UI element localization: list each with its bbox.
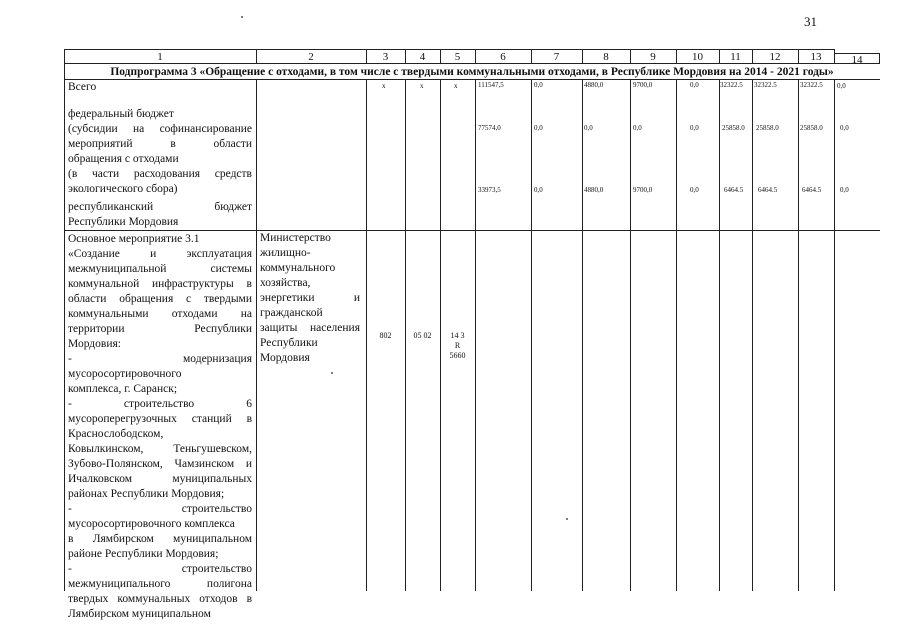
col-divider	[256, 79, 257, 591]
column-header: 10	[692, 51, 703, 63]
page-number: 31	[804, 14, 817, 29]
column-header: 12	[769, 51, 781, 63]
regional-value: 6464.5	[758, 186, 778, 194]
total-value: 32322.5	[720, 81, 743, 89]
federal-value: 25858.0	[756, 124, 779, 132]
col-divider	[834, 79, 835, 591]
column-header: 11	[730, 51, 741, 63]
column-header: 3	[382, 51, 389, 63]
col-divider	[798, 79, 799, 591]
col-divider	[676, 79, 677, 591]
main-event-description: Основное мероприятие 3.1 «Создание и эксплуатация межмуниципальной системы коммунальной инфраструктуры в области обращения с твердыми коммунальными отходами на территории Республики Мордовия: - модернизация мусоросортировочного комплекса, г. Саранск; - строительство 6 мусороперегрузочных станций в Краснослободском, Ковылкинском, Теньгушевском, Зубово-Полянском, Чамзинском и Ичалковском муниципальных районах Республики Мордовия; - строительство мусоросортировочного комплекса в Лямбирском муниципальном районе Республики Мордовия; - строительство межмуниципального полигона твердых коммунальных отходов в Лямбирском муниципальном	[68, 233, 252, 620]
regional-value: 0,0	[690, 186, 699, 194]
main-event-c4: 05 02	[413, 331, 432, 340]
col-divider	[630, 79, 631, 591]
total-value: 4880,0	[584, 81, 604, 89]
col-divider	[582, 79, 583, 591]
col-divider	[752, 79, 753, 591]
scan-speck	[241, 16, 243, 18]
title-rule	[64, 79, 880, 80]
regional-value: 9700,0	[633, 186, 653, 194]
federal-value: 0,0	[690, 124, 699, 132]
regional-value: 0,0	[840, 186, 849, 194]
regional-value: 4880,0	[584, 186, 604, 194]
column-header: 13	[810, 51, 822, 63]
column-header: 5	[454, 51, 461, 63]
federal-budget-label: федеральный бюджет (субсидии на софинансирование мероприятий в области обращения с отходами (в части расходования средств экологического сбора)	[68, 108, 252, 195]
column-header: 8	[603, 51, 609, 63]
column-header: 9	[650, 51, 656, 63]
federal-value: 0,0	[584, 124, 593, 132]
header-rule	[64, 63, 880, 64]
subprogram-title: Подпрограмма 3 «Обращение с отходами, в том числе с твердыми коммунальными отходами, в Республике Мордовия на 2014 - 2021 годы»	[110, 66, 834, 78]
total-c3: х	[382, 82, 386, 90]
federal-value: 0,0	[840, 124, 849, 132]
main-event-c5: 14 3 R 5660	[449, 331, 466, 360]
federal-value: 77574,0	[478, 124, 501, 132]
total-value: 32322.5	[800, 81, 823, 89]
main-event-c3: 802	[379, 331, 392, 340]
federal-value: 25858.0	[800, 124, 823, 132]
subprogram-table	[64, 49, 880, 620]
regional-budget-label: республиканский бюджет Республики Мордовия	[68, 201, 252, 228]
total-label: Всего	[68, 81, 97, 93]
total-value: 0,0	[690, 81, 699, 89]
column-header: 1	[157, 51, 163, 63]
federal-value: 0,0	[534, 124, 543, 132]
regional-value: 6464.5	[802, 186, 822, 194]
total-c5: х	[454, 82, 458, 90]
regional-value: 0,0	[534, 186, 543, 194]
column-header: 7	[553, 51, 560, 63]
total-value: 111547,5	[478, 81, 504, 89]
column-header: 14	[851, 54, 863, 66]
total-value: 32322.5	[754, 81, 777, 89]
table-border-left	[64, 49, 65, 591]
total-value: 0,0	[534, 81, 543, 89]
federal-value: 25858.0	[722, 124, 745, 132]
total-value: 9700,0	[633, 81, 653, 89]
column-header: 4	[419, 51, 426, 63]
column-header: 6	[500, 51, 506, 63]
col-divider	[719, 79, 720, 591]
total-c4: х	[420, 82, 424, 90]
federal-value: 0,0	[633, 124, 642, 132]
regional-value: 6464.5	[724, 186, 744, 194]
total-value: 0,0	[837, 82, 846, 90]
executor-text: Министерство жилищно- коммунального хозяйства, энергетики и гражданской защиты населения Республики Мордовия	[260, 232, 360, 364]
regional-value: 33973,5	[478, 186, 501, 194]
column-header: 2	[308, 51, 314, 63]
